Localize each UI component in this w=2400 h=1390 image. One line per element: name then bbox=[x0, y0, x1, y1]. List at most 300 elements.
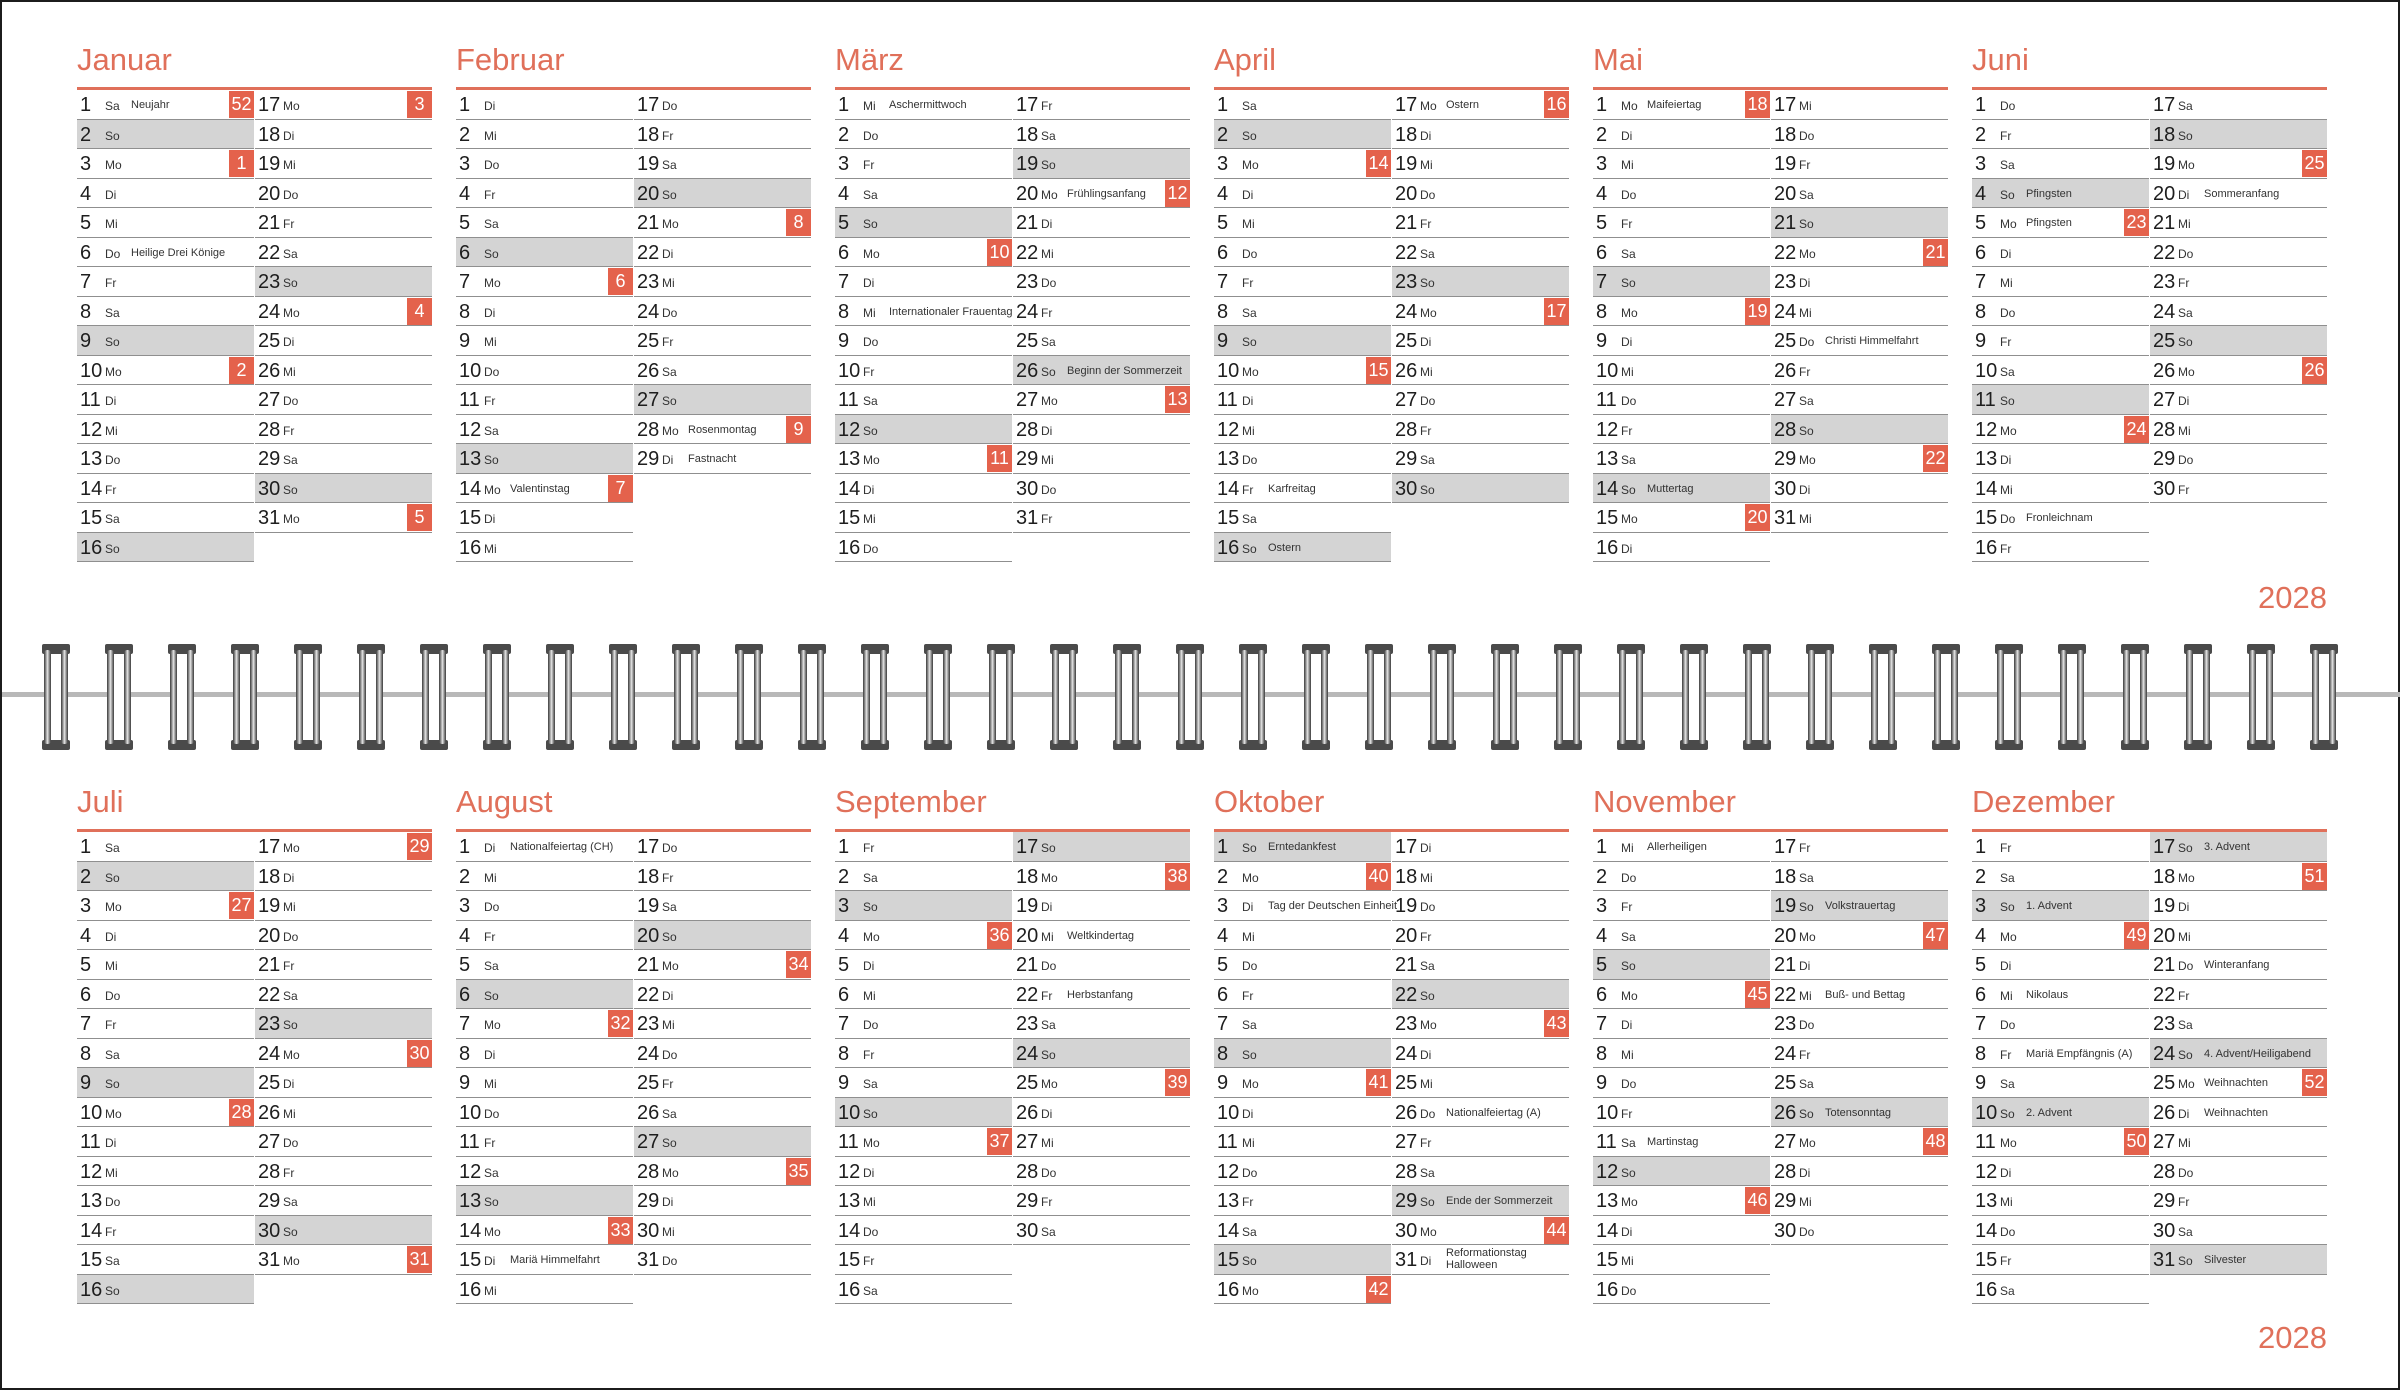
day-row bbox=[1013, 444, 1190, 474]
day-number: 24 bbox=[637, 300, 660, 323]
day-number: 5 bbox=[1596, 954, 1608, 976]
day-number: 2 bbox=[459, 865, 471, 888]
weekday: Sa bbox=[1242, 99, 1257, 113]
day-number: 20 bbox=[1395, 182, 1418, 205]
week-number-badge: 19 bbox=[1745, 298, 1770, 325]
day-number: 3 bbox=[1596, 153, 1608, 175]
day-row bbox=[255, 980, 432, 1010]
day-number: 23 bbox=[1016, 1013, 1039, 1035]
weekday: Mo bbox=[484, 482, 501, 497]
day-number: 3 bbox=[838, 895, 850, 917]
day-number: 20 bbox=[2153, 182, 2176, 205]
weekday: Mo bbox=[1041, 1077, 1058, 1091]
day-number: 31 bbox=[1016, 507, 1039, 529]
weekday: Sa bbox=[2000, 364, 2015, 379]
day-number: 11 bbox=[80, 1131, 101, 1153]
weekday: Do bbox=[105, 453, 121, 467]
weekday: Sa bbox=[2178, 305, 2193, 320]
day-row bbox=[255, 1216, 432, 1246]
day-row bbox=[77, 149, 254, 179]
day-row bbox=[1771, 1186, 1948, 1216]
weekday: Sa bbox=[1041, 1224, 1056, 1239]
binding-coil bbox=[924, 644, 952, 750]
day-number: 2 bbox=[80, 123, 92, 146]
binding-coil bbox=[1743, 644, 1771, 750]
day-row bbox=[1771, 267, 1948, 297]
day-row bbox=[634, 149, 811, 179]
day-row bbox=[77, 297, 254, 327]
holiday-note: Pfingsten bbox=[2026, 217, 2072, 229]
day-number: 25 bbox=[1016, 1072, 1039, 1094]
weekday: Di bbox=[283, 1077, 295, 1091]
day-number: 25 bbox=[637, 1072, 660, 1094]
week-number-badge: 18 bbox=[1745, 91, 1770, 118]
day-number: 25 bbox=[1774, 330, 1797, 352]
weekday: So bbox=[2178, 1047, 2193, 1062]
day-number: 1 bbox=[1217, 836, 1229, 858]
holiday-note: Totensonntag bbox=[1825, 1106, 1892, 1119]
day-number: 15 bbox=[1596, 507, 1619, 529]
day-row bbox=[634, 179, 811, 209]
day-number: 11 bbox=[1217, 1131, 1238, 1153]
binding-coil bbox=[1239, 644, 1267, 750]
binding-coil bbox=[1869, 644, 1897, 750]
day-number: 8 bbox=[838, 300, 850, 323]
day-number: 28 bbox=[637, 418, 660, 441]
day-number: 30 bbox=[1395, 477, 1418, 500]
day-number: 6 bbox=[1596, 983, 1608, 1006]
day-row bbox=[1214, 1098, 1391, 1128]
day-row bbox=[1771, 149, 1948, 179]
weekday: Do bbox=[1242, 246, 1258, 261]
day-row bbox=[77, 533, 254, 563]
day-number: 24 bbox=[1774, 1042, 1797, 1065]
binding-coil bbox=[2247, 644, 2275, 750]
weekday: Mo bbox=[1242, 158, 1259, 172]
weekday: Di bbox=[484, 841, 496, 855]
day-number: 12 bbox=[459, 418, 482, 441]
day-number: 1 bbox=[459, 94, 471, 116]
month-name: März bbox=[835, 42, 904, 77]
day-number: 27 bbox=[258, 389, 281, 411]
holiday-note: Muttertag bbox=[1647, 482, 1694, 495]
weekday: So bbox=[283, 1018, 298, 1032]
weekday: Fr bbox=[1420, 423, 1432, 438]
weekday: So bbox=[1799, 423, 1814, 438]
day-row bbox=[456, 832, 633, 862]
weekday: Mo bbox=[1041, 187, 1058, 202]
weekday: Di bbox=[1621, 541, 1633, 556]
day-number: 22 bbox=[1395, 241, 1418, 264]
day-row bbox=[634, 921, 811, 951]
day-row bbox=[1771, 1098, 1948, 1128]
day-row bbox=[1771, 444, 1948, 474]
weekday: Do bbox=[1242, 453, 1258, 467]
day-number: 13 bbox=[459, 1190, 482, 1212]
day-row bbox=[1593, 503, 1770, 533]
day-number: 23 bbox=[2153, 271, 2176, 293]
weekday: Di bbox=[2000, 246, 2012, 261]
week-number-badge: 28 bbox=[229, 1099, 254, 1126]
day-number: 11 bbox=[1975, 1131, 1996, 1153]
day-row bbox=[255, 1068, 432, 1098]
calendar-half-top bbox=[2, 2, 2400, 615]
binding-coil bbox=[231, 644, 259, 750]
day-number: 13 bbox=[838, 1190, 861, 1212]
holiday-note: Tag der Deutschen Einheit bbox=[1268, 900, 1398, 912]
day-number: 9 bbox=[459, 330, 471, 352]
holiday-note: 1. Advent bbox=[2026, 900, 2072, 912]
day-row bbox=[634, 980, 811, 1010]
weekday: Sa bbox=[1621, 1136, 1636, 1150]
day-number: 6 bbox=[1217, 983, 1229, 1006]
day-row bbox=[835, 921, 1012, 951]
day-number: 13 bbox=[80, 448, 103, 470]
weekday: Do bbox=[1041, 1165, 1057, 1180]
day-number: 21 bbox=[258, 212, 281, 234]
weekday: Mo bbox=[863, 453, 880, 467]
weekday: Di bbox=[484, 512, 496, 526]
day-number: 20 bbox=[1016, 924, 1039, 947]
weekday: Sa bbox=[2000, 1283, 2015, 1298]
day-number: 21 bbox=[637, 954, 660, 976]
day-row bbox=[1593, 1039, 1770, 1069]
day-number: 5 bbox=[1975, 954, 1987, 976]
day-row bbox=[1972, 326, 2149, 356]
month-name: Januar bbox=[77, 42, 172, 77]
weekday: So bbox=[1420, 988, 1435, 1003]
day-row bbox=[2150, 891, 2327, 921]
day-row bbox=[77, 950, 254, 980]
day-number: 17 bbox=[1016, 94, 1039, 116]
binding-coil bbox=[1617, 644, 1645, 750]
day-row bbox=[2150, 832, 2327, 862]
day-row bbox=[1214, 474, 1391, 504]
holiday-note: Nikolaus bbox=[2026, 988, 2069, 1001]
day-number: 7 bbox=[1975, 1013, 1987, 1035]
weekday: Sa bbox=[484, 423, 499, 438]
weekday: Mi bbox=[1621, 158, 1634, 172]
weekday: Di bbox=[1420, 1254, 1432, 1268]
weekday: Mo bbox=[662, 423, 679, 438]
day-row bbox=[1013, 1216, 1190, 1246]
day-row bbox=[1771, 832, 1948, 862]
day-row bbox=[1013, 1009, 1190, 1039]
weekday: Di bbox=[863, 482, 875, 497]
weekday: Fr bbox=[2000, 1254, 2012, 1268]
weekday: Do bbox=[863, 1224, 879, 1239]
day-number: 12 bbox=[1217, 1160, 1240, 1183]
week-number-badge: 51 bbox=[2302, 863, 2327, 890]
day-number: 8 bbox=[1217, 300, 1229, 323]
weekday: Di bbox=[1242, 1106, 1254, 1121]
day-row bbox=[835, 891, 1012, 921]
day-number: 27 bbox=[1016, 389, 1039, 411]
holiday-note: Weihnachten bbox=[2204, 1077, 2269, 1089]
day-number: 20 bbox=[1774, 924, 1797, 947]
day-row bbox=[1972, 1275, 2149, 1305]
day-row bbox=[1972, 1068, 2149, 1098]
day-row bbox=[2150, 1186, 2327, 1216]
day-row bbox=[255, 238, 432, 268]
weekday: Sa bbox=[1799, 187, 1814, 202]
weekday: Mi bbox=[1799, 512, 1812, 526]
weekday: Mo bbox=[662, 959, 679, 973]
weekday: Sa bbox=[1242, 512, 1257, 526]
day-row bbox=[1392, 415, 1569, 445]
day-row bbox=[456, 1245, 633, 1275]
weekday: Fr bbox=[662, 335, 674, 349]
day-row bbox=[1972, 1245, 2149, 1275]
day-number: 14 bbox=[838, 1219, 861, 1242]
day-number: 18 bbox=[1016, 865, 1039, 888]
day-number: 20 bbox=[1016, 182, 1039, 205]
day-row bbox=[634, 1009, 811, 1039]
day-number: 7 bbox=[838, 271, 850, 293]
weekday: Mi bbox=[1420, 870, 1433, 885]
day-number: 27 bbox=[1016, 1131, 1039, 1153]
week-number-badge: 35 bbox=[786, 1158, 811, 1185]
day-number: 11 bbox=[838, 1131, 859, 1153]
weekday: Do bbox=[283, 929, 299, 944]
day-number: 23 bbox=[1016, 271, 1039, 293]
weekday: So bbox=[1799, 900, 1814, 914]
weekday: So bbox=[105, 128, 120, 143]
day-number: 27 bbox=[258, 1131, 281, 1153]
day-row bbox=[1771, 238, 1948, 268]
week-number-badge: 41 bbox=[1366, 1069, 1391, 1096]
weekday: Mo bbox=[484, 1018, 501, 1032]
day-row bbox=[1771, 503, 1948, 533]
weekday: So bbox=[1621, 276, 1636, 290]
weekday: Do bbox=[1621, 187, 1637, 202]
weekday: Mo bbox=[484, 276, 501, 290]
day-number: 8 bbox=[459, 300, 471, 323]
weekday: Di bbox=[1420, 128, 1432, 143]
day-row bbox=[456, 1009, 633, 1039]
day-row bbox=[255, 149, 432, 179]
day-number: 4 bbox=[459, 924, 471, 947]
day-number: 6 bbox=[459, 983, 471, 1006]
weekday: Di bbox=[105, 929, 117, 944]
weekday: Do bbox=[662, 1047, 678, 1062]
holiday-note: Neujahr bbox=[131, 99, 170, 111]
weekday: Di bbox=[283, 128, 295, 143]
year-label-top: 2028 bbox=[2258, 580, 2327, 615]
day-row bbox=[255, 415, 432, 445]
weekday: Mi bbox=[484, 870, 497, 885]
week-number-badge: 3 bbox=[407, 91, 432, 118]
day-row bbox=[835, 267, 1012, 297]
day-row bbox=[77, 1157, 254, 1187]
day-row bbox=[1013, 950, 1190, 980]
week-number-badge: 29 bbox=[407, 833, 432, 860]
day-number: 15 bbox=[838, 1249, 861, 1271]
weekday: Mi bbox=[2000, 988, 2013, 1003]
weekday: Sa bbox=[1621, 246, 1636, 261]
day-row bbox=[77, 474, 254, 504]
holiday-note: 3. Advent bbox=[2204, 841, 2250, 853]
weekday: Di bbox=[1420, 841, 1432, 855]
day-row bbox=[1214, 1009, 1391, 1039]
weekday: So bbox=[2000, 1106, 2015, 1121]
day-number: 11 bbox=[80, 389, 101, 411]
week-number-badge: 34 bbox=[786, 951, 811, 978]
weekday: Di bbox=[1242, 394, 1254, 408]
day-number: 21 bbox=[637, 212, 660, 234]
day-row bbox=[1771, 90, 1948, 120]
day-row bbox=[2150, 921, 2327, 951]
day-row bbox=[835, 149, 1012, 179]
weekday: Do bbox=[1621, 1283, 1637, 1298]
weekday: Di bbox=[2000, 1165, 2012, 1180]
weekday: Sa bbox=[863, 870, 878, 885]
day-number: 1 bbox=[80, 836, 92, 858]
day-number: 24 bbox=[1016, 1042, 1039, 1065]
week-number-badge: 47 bbox=[1923, 922, 1948, 949]
holiday-note: Ende der Sommerzeit bbox=[1446, 1195, 1553, 1207]
day-row bbox=[255, 179, 432, 209]
weekday: Fr bbox=[2000, 335, 2012, 349]
weekday: Do bbox=[1799, 335, 1815, 349]
day-row bbox=[1771, 356, 1948, 386]
weekday: Mo bbox=[2178, 870, 2195, 885]
day-number: 26 bbox=[637, 359, 660, 382]
week-number-badge: 36 bbox=[987, 922, 1012, 949]
day-row bbox=[1593, 326, 1770, 356]
day-row bbox=[1013, 503, 1190, 533]
day-row bbox=[1214, 1245, 1391, 1275]
binding-coil bbox=[2184, 644, 2212, 750]
day-row bbox=[1013, 1157, 1190, 1187]
day-row bbox=[835, 1275, 1012, 1305]
day-number: 3 bbox=[1975, 153, 1987, 175]
day-row bbox=[1972, 950, 2149, 980]
weekday: So bbox=[1621, 959, 1636, 973]
weekday: Mi bbox=[283, 364, 296, 379]
weekday: Mi bbox=[863, 305, 876, 320]
day-number: 30 bbox=[2153, 1219, 2176, 1242]
day-number: 25 bbox=[2153, 330, 2176, 352]
day-number: 17 bbox=[1016, 836, 1039, 858]
day-row bbox=[1013, 415, 1190, 445]
week-number-badge: 12 bbox=[1165, 180, 1190, 207]
day-number: 11 bbox=[1596, 389, 1617, 411]
weekday: Fr bbox=[283, 1165, 295, 1180]
weekday: Fr bbox=[105, 276, 117, 290]
day-number: 28 bbox=[2153, 1160, 2176, 1183]
weekday: Sa bbox=[105, 841, 120, 855]
day-number: 12 bbox=[80, 418, 103, 441]
binding-coil bbox=[546, 644, 574, 750]
day-row bbox=[2150, 1157, 2327, 1187]
weekday: Sa bbox=[662, 158, 677, 172]
day-row bbox=[1771, 208, 1948, 238]
week-number-badge: 14 bbox=[1366, 150, 1391, 177]
day-row bbox=[634, 267, 811, 297]
weekday: So bbox=[484, 246, 499, 261]
day-number: 26 bbox=[1395, 359, 1418, 382]
day-number: 29 bbox=[258, 448, 281, 470]
holiday-note: Winteranfang bbox=[2204, 959, 2270, 971]
binding-coil bbox=[2310, 644, 2338, 750]
day-number: 20 bbox=[1774, 182, 1797, 205]
day-number: 10 bbox=[1975, 359, 1998, 382]
weekday: Mo bbox=[863, 246, 880, 261]
day-row bbox=[2150, 1216, 2327, 1246]
day-number: 10 bbox=[1975, 1101, 1998, 1124]
day-number: 14 bbox=[1217, 477, 1240, 500]
day-row bbox=[634, 950, 811, 980]
weekday: Mi bbox=[1799, 988, 1812, 1003]
day-number: 1 bbox=[838, 94, 850, 116]
day-number: 14 bbox=[80, 477, 103, 500]
weekday: Sa bbox=[1420, 1165, 1435, 1180]
day-number: 21 bbox=[1395, 212, 1418, 234]
weekday: Sa bbox=[2000, 1077, 2015, 1091]
day-number: 16 bbox=[80, 1278, 103, 1301]
day-number: 15 bbox=[1217, 507, 1240, 529]
day-number: 31 bbox=[258, 507, 281, 529]
day-row bbox=[2150, 326, 2327, 356]
day-number: 24 bbox=[1016, 300, 1039, 323]
day-number: 5 bbox=[838, 212, 850, 234]
day-row bbox=[1214, 950, 1391, 980]
day-row bbox=[1972, 238, 2149, 268]
day-row bbox=[1972, 891, 2149, 921]
weekday: Di bbox=[1621, 1018, 1633, 1032]
weekday: Di bbox=[283, 335, 295, 349]
day-row bbox=[835, 444, 1012, 474]
day-row bbox=[1214, 1275, 1391, 1305]
week-number-badge: 7 bbox=[608, 475, 633, 502]
holiday-note: 4. Advent/Heiligabend bbox=[2204, 1047, 2312, 1060]
weekday: Sa bbox=[662, 900, 677, 914]
weekday: Sa bbox=[2178, 1224, 2193, 1239]
day-row bbox=[1013, 385, 1190, 415]
day-number: 23 bbox=[1774, 1013, 1797, 1035]
day-row bbox=[1392, 1186, 1569, 1216]
day-row bbox=[1013, 1098, 1190, 1128]
day-row bbox=[456, 385, 633, 415]
day-row bbox=[1593, 1275, 1770, 1305]
day-number: 16 bbox=[1596, 536, 1619, 559]
day-number: 19 bbox=[1395, 153, 1418, 175]
week-number-badge: 40 bbox=[1366, 863, 1391, 890]
day-row bbox=[835, 385, 1012, 415]
day-row bbox=[634, 891, 811, 921]
weekday: Fr bbox=[662, 870, 674, 885]
week-number-badge: 22 bbox=[1923, 445, 1948, 472]
weekday: Do bbox=[2178, 1165, 2194, 1180]
day-row bbox=[1214, 267, 1391, 297]
day-row bbox=[1593, 415, 1770, 445]
day-number: 9 bbox=[1217, 1072, 1229, 1094]
weekday: Do bbox=[1621, 394, 1637, 408]
binding-coil bbox=[42, 644, 70, 750]
weekday: Sa bbox=[1621, 929, 1636, 944]
day-number: 26 bbox=[2153, 1101, 2176, 1124]
day-number: 16 bbox=[459, 1278, 482, 1301]
day-row bbox=[835, 326, 1012, 356]
weekday: Fr bbox=[863, 1047, 875, 1062]
day-row bbox=[77, 980, 254, 1010]
day-number: 13 bbox=[1217, 1190, 1240, 1212]
holiday-note: Silvester bbox=[2204, 1254, 2247, 1266]
day-number: 18 bbox=[637, 123, 660, 146]
weekday: Di bbox=[1041, 423, 1053, 438]
day-row bbox=[1392, 1068, 1569, 1098]
